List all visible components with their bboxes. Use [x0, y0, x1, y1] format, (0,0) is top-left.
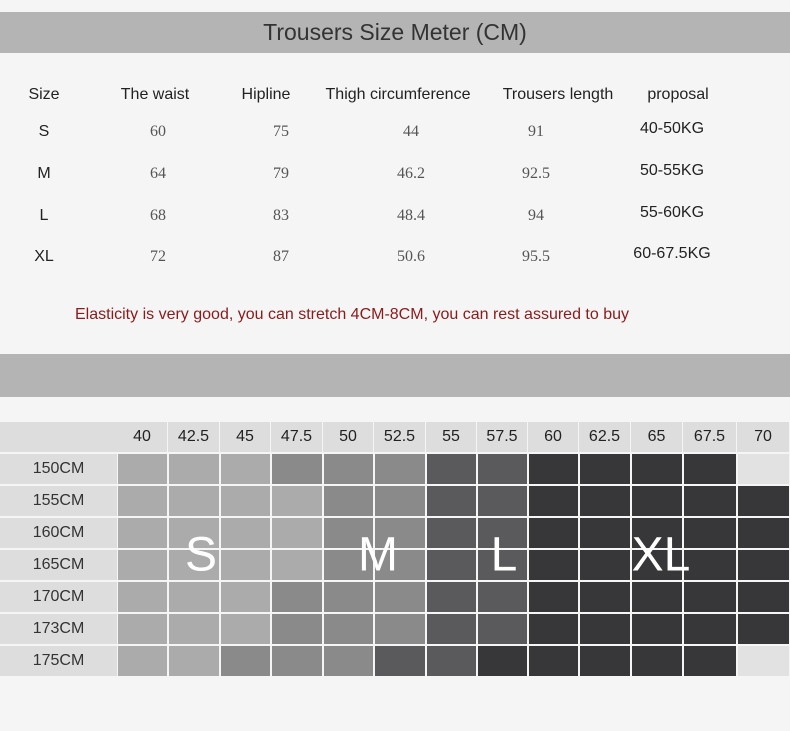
- size-table-cell: 83: [273, 207, 289, 224]
- chart-cell-s: [272, 518, 322, 548]
- weight-header: 50: [323, 422, 373, 452]
- zone-label-m: M: [358, 528, 398, 582]
- size-table-header: Trousers length: [502, 86, 614, 103]
- chart-cell-m: [375, 454, 425, 484]
- chart-cell-xl: [684, 454, 736, 484]
- chart-cell-xl: [580, 614, 630, 644]
- chart-cell-l: [427, 454, 476, 484]
- chart-cell-l: [427, 614, 476, 644]
- size-label: M: [37, 165, 51, 182]
- chart-cell-m: [375, 486, 425, 516]
- chart-cell-xl: [529, 646, 578, 676]
- chart-cell-xl: [684, 646, 736, 676]
- chart-cell-xl: [580, 518, 630, 548]
- chart-cell-s: [221, 614, 270, 644]
- chart-cell-empty: [738, 454, 789, 484]
- size-table-header: proposal: [647, 86, 709, 103]
- chart-cell-m: [324, 614, 373, 644]
- weight-header: 70: [737, 422, 789, 452]
- chart-cell-xl: [684, 486, 736, 516]
- chart-cell-m: [324, 454, 373, 484]
- weight-header: 47.5: [271, 422, 322, 452]
- chart-cell-s: [118, 614, 167, 644]
- chart-cell-m: [324, 646, 373, 676]
- chart-cell-l: [375, 646, 425, 676]
- size-label: L: [39, 207, 49, 224]
- size-table-cell: 87: [273, 248, 289, 265]
- chart-cell-l: [478, 486, 527, 516]
- size-table-cell: 72: [150, 248, 166, 265]
- chart-cell-xl: [632, 614, 682, 644]
- height-label: 165CM: [0, 550, 117, 580]
- zone-label-xl: XL: [631, 528, 691, 582]
- chart-cell-m: [324, 582, 373, 612]
- chart-cell-xl: [529, 582, 578, 612]
- height-label: 150CM: [0, 454, 117, 484]
- chart-cell-xl: [738, 550, 789, 580]
- chart-cell-s: [221, 518, 270, 548]
- weight-proposal: 60-67.5KG: [633, 245, 711, 262]
- weight-header: 55: [426, 422, 476, 452]
- chart-cell-s: [118, 646, 167, 676]
- size-table-cell: 75: [273, 123, 289, 140]
- chart-cell-s: [118, 550, 167, 580]
- chart-cell-xl: [529, 614, 578, 644]
- size-table-cell: 91: [528, 123, 544, 140]
- weight-header: 62.5: [579, 422, 630, 452]
- chart-cell-s: [169, 582, 219, 612]
- chart-cell-xl: [684, 582, 736, 612]
- size-table-header: The waist: [120, 86, 190, 103]
- zone-label-s: S: [184, 528, 218, 582]
- chart-cell-m: [221, 646, 270, 676]
- chart-cell-s: [221, 582, 270, 612]
- chart-cell-l: [478, 454, 527, 484]
- chart-cell-s: [118, 582, 167, 612]
- weight-header: 67.5: [683, 422, 736, 452]
- chart-cell-s: [118, 454, 167, 484]
- chart-cell-m: [375, 614, 425, 644]
- chart-cell-xl: [529, 550, 578, 580]
- weight-header: 65: [631, 422, 682, 452]
- chart-cell-l: [427, 486, 476, 516]
- chart-cell-xl: [684, 550, 736, 580]
- weight-proposal: 50-55KG: [639, 162, 705, 179]
- chart-cell-s: [221, 486, 270, 516]
- chart-cell-m: [272, 582, 322, 612]
- zone-label-l: L: [490, 528, 518, 582]
- divider-band: [0, 354, 790, 397]
- chart-cell-s: [169, 646, 219, 676]
- size-table-cell: 60: [150, 123, 166, 140]
- chart-cell-xl: [478, 646, 527, 676]
- chart-cell-s: [169, 486, 219, 516]
- chart-cell-s: [118, 486, 167, 516]
- size-table-cell: 44: [403, 123, 419, 140]
- height-label: 160CM: [0, 518, 117, 548]
- chart-cell-xl: [684, 614, 736, 644]
- chart-cell-xl: [684, 518, 736, 548]
- chart-cell-l: [478, 582, 527, 612]
- weight-header: 45: [220, 422, 270, 452]
- size-table-cell: 79: [273, 165, 289, 182]
- chart-cell-xl: [738, 582, 789, 612]
- chart-cell-xl: [529, 486, 578, 516]
- chart-cell-m: [375, 582, 425, 612]
- chart-cell-xl: [580, 550, 630, 580]
- chart-cell-l: [427, 646, 476, 676]
- chart-cell-m: [324, 486, 373, 516]
- elasticity-note: Elasticity is very good, you can stretch 4CM-8CM, you can rest assured to buy: [75, 306, 630, 323]
- chart-cell-xl: [632, 582, 682, 612]
- weight-header: 57.5: [477, 422, 527, 452]
- weight-header: 60: [528, 422, 578, 452]
- chart-cell-xl: [738, 518, 789, 548]
- size-chart: [0, 422, 790, 678]
- chart-cell-m: [272, 454, 322, 484]
- chart-cell-s: [272, 486, 322, 516]
- size-label: XL: [34, 248, 54, 265]
- weight-header: 52.5: [374, 422, 425, 452]
- chart-cell-xl: [529, 454, 578, 484]
- chart-cell-xl: [632, 646, 682, 676]
- chart-cell-s: [169, 454, 219, 484]
- chart-cell-s: [221, 454, 270, 484]
- chart-cell-xl: [529, 518, 578, 548]
- weight-header: 40: [117, 422, 167, 452]
- chart-cell-m: [272, 614, 322, 644]
- chart-cell-l: [427, 582, 476, 612]
- weight-proposal: 55-60KG: [639, 204, 705, 221]
- size-table-cell: 92.5: [522, 165, 550, 182]
- height-label: 175CM: [0, 646, 117, 676]
- size-table-cell: 50.6: [397, 248, 425, 265]
- chart-cell-xl: [580, 454, 630, 484]
- size-table-cell: 64: [150, 165, 166, 182]
- size-table-cell: 48.4: [397, 207, 425, 224]
- weight-proposal: 40-50KG: [639, 120, 705, 137]
- size-table-cell: 68: [150, 207, 166, 224]
- height-label: 155CM: [0, 486, 117, 516]
- size-label: S: [38, 123, 50, 140]
- page-title: Trousers Size Meter (CM): [0, 12, 790, 53]
- size-table-cell: 95.5: [522, 248, 550, 265]
- chart-cell-l: [427, 518, 476, 548]
- height-label: 170CM: [0, 582, 117, 612]
- size-table-header: Hipline: [241, 86, 291, 103]
- chart-cell-l: [478, 614, 527, 644]
- chart-cell-s: [221, 550, 270, 580]
- chart-cell-xl: [738, 614, 789, 644]
- chart-cell-l: [427, 550, 476, 580]
- size-table-cell: 94: [528, 207, 544, 224]
- chart-cell-xl: [632, 454, 682, 484]
- chart-cell-xl: [580, 486, 630, 516]
- size-table-header: Thigh circumference: [325, 86, 471, 103]
- chart-cell-s: [118, 518, 167, 548]
- height-label: 173CM: [0, 614, 117, 644]
- size-table-cell: 46.2: [397, 165, 425, 182]
- chart-cell-xl: [580, 582, 630, 612]
- chart-cell-empty: [738, 646, 789, 676]
- chart-header-corner: [0, 422, 117, 452]
- chart-cell-xl: [738, 486, 789, 516]
- chart-cell-xl: [580, 646, 630, 676]
- weight-header: 42.5: [168, 422, 219, 452]
- chart-cell-xl: [632, 486, 682, 516]
- chart-cell-m: [272, 646, 322, 676]
- chart-cell-s: [272, 550, 322, 580]
- size-table-header: Size: [28, 86, 60, 103]
- chart-cell-s: [169, 614, 219, 644]
